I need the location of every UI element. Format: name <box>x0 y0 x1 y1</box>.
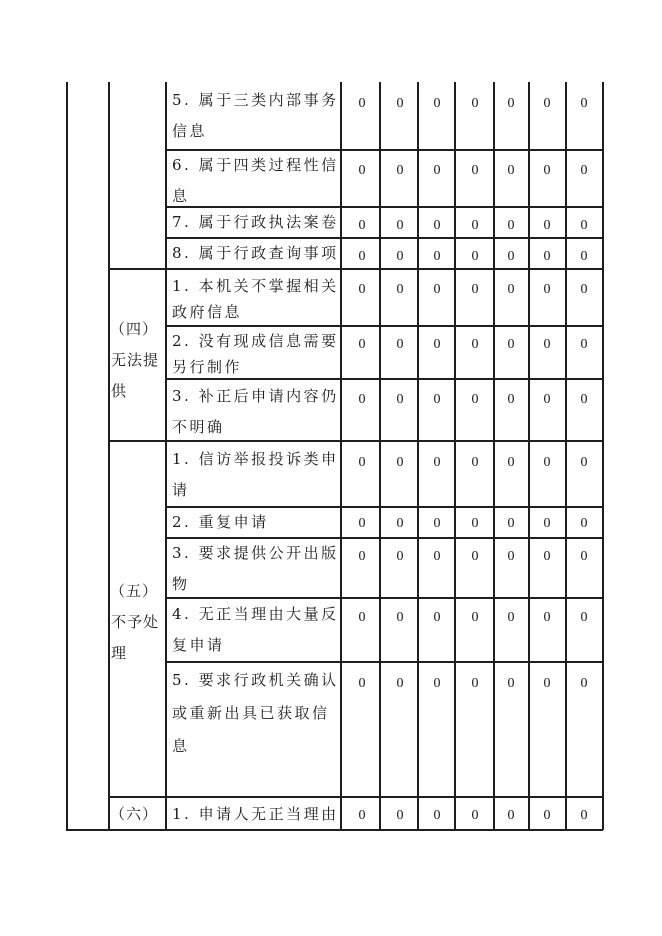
value-cell: 0 <box>358 163 366 178</box>
item-label: 2. 重复申请 <box>172 513 269 531</box>
value-cell: 0 <box>471 516 479 531</box>
value-cell: 0 <box>433 218 441 233</box>
category-5-line-1: 不予处 <box>111 613 160 631</box>
border-right <box>602 82 604 830</box>
category-5-title: （五） <box>110 582 159 600</box>
border-col-3 <box>340 82 342 830</box>
value-cell: 0 <box>543 163 551 178</box>
value-cell: 0 <box>507 549 515 564</box>
value-cell: 0 <box>543 218 551 233</box>
value-cell: 0 <box>433 549 441 564</box>
border-col-8 <box>528 82 530 830</box>
value-cell: 0 <box>433 610 441 625</box>
value-cell: 0 <box>507 163 515 178</box>
value-cell: 0 <box>471 163 479 178</box>
value-cell: 0 <box>543 392 551 407</box>
row-divider <box>165 506 603 508</box>
value-cell: 0 <box>396 282 404 297</box>
value-cell: 0 <box>396 249 404 264</box>
value-cell: 0 <box>358 282 366 297</box>
value-cell: 0 <box>433 676 441 691</box>
category-4-line-2: 供 <box>111 382 128 400</box>
item-label: 请 <box>172 481 190 499</box>
item-label: 1. 信访举报投诉类申 <box>172 450 339 468</box>
value-cell: 0 <box>433 163 441 178</box>
value-cell: 0 <box>580 163 588 178</box>
item-label: 5. 要求行政机关确认 <box>172 671 339 689</box>
border-col-4 <box>379 82 381 830</box>
value-cell: 0 <box>471 676 479 691</box>
value-cell: 0 <box>543 249 551 264</box>
value-cell: 0 <box>543 808 551 823</box>
value-cell: 0 <box>471 392 479 407</box>
value-cell: 0 <box>580 392 588 407</box>
item-label: 或重新出具已获取信 <box>172 704 330 722</box>
value-cell: 0 <box>471 96 479 111</box>
row-divider <box>165 149 603 151</box>
value-cell: 0 <box>396 163 404 178</box>
value-cell: 0 <box>543 282 551 297</box>
border-col-2 <box>165 82 167 830</box>
value-cell: 0 <box>358 337 366 352</box>
value-cell: 0 <box>507 516 515 531</box>
row-divider <box>165 206 603 208</box>
value-cell: 0 <box>580 282 588 297</box>
value-cell: 0 <box>358 808 366 823</box>
item-label: 1. 本机关不掌握相关 <box>172 277 339 295</box>
item-label: 2. 没有现成信息需要 <box>172 332 339 350</box>
item-label: 7. 属于行政执法案卷 <box>172 213 339 231</box>
value-cell: 0 <box>507 337 515 352</box>
value-cell: 0 <box>433 808 441 823</box>
row-divider <box>165 237 603 239</box>
value-cell: 0 <box>543 610 551 625</box>
value-cell: 0 <box>433 455 441 470</box>
value-cell: 0 <box>543 96 551 111</box>
value-cell: 0 <box>471 455 479 470</box>
item-label: 4. 无正当理由大量反 <box>172 605 339 623</box>
item-label: 5. 属于三类内部事务 <box>172 91 339 109</box>
value-cell: 0 <box>396 96 404 111</box>
item-label: 息 <box>172 187 190 205</box>
value-cell: 0 <box>580 455 588 470</box>
value-cell: 0 <box>580 516 588 531</box>
item-label: 8. 属于行政查询事项 <box>172 244 339 262</box>
value-cell: 0 <box>396 455 404 470</box>
value-cell: 0 <box>396 676 404 691</box>
value-cell: 0 <box>543 676 551 691</box>
value-cell: 0 <box>507 282 515 297</box>
value-cell: 0 <box>580 218 588 233</box>
value-cell: 0 <box>358 455 366 470</box>
value-cell: 0 <box>580 249 588 264</box>
value-cell: 0 <box>433 516 441 531</box>
item-label: 不明确 <box>172 418 225 436</box>
value-cell: 0 <box>358 96 366 111</box>
section-divider <box>108 268 603 270</box>
item-label: 物 <box>172 575 190 593</box>
value-cell: 0 <box>396 218 404 233</box>
item-label: 政府信息 <box>172 303 243 321</box>
value-cell: 0 <box>433 392 441 407</box>
value-cell: 0 <box>358 610 366 625</box>
value-cell: 0 <box>507 455 515 470</box>
value-cell: 0 <box>396 549 404 564</box>
item-label: 息 <box>172 737 190 755</box>
value-cell: 0 <box>543 516 551 531</box>
border-col-9 <box>565 82 567 830</box>
item-label: 3. 要求提供公开出版 <box>172 544 339 562</box>
value-cell: 0 <box>433 337 441 352</box>
item-label: 信息 <box>172 122 208 140</box>
value-cell: 0 <box>396 516 404 531</box>
value-cell: 0 <box>433 96 441 111</box>
section-divider <box>108 440 603 442</box>
border-col-5 <box>417 82 419 830</box>
value-cell: 0 <box>396 337 404 352</box>
value-cell: 0 <box>396 610 404 625</box>
value-cell: 0 <box>507 392 515 407</box>
value-cell: 0 <box>471 218 479 233</box>
value-cell: 0 <box>358 249 366 264</box>
value-cell: 0 <box>543 455 551 470</box>
item-label: 另行制作 <box>172 358 243 376</box>
value-cell: 0 <box>471 808 479 823</box>
border-left <box>66 82 68 830</box>
value-cell: 0 <box>471 549 479 564</box>
value-cell: 0 <box>507 218 515 233</box>
value-cell: 0 <box>471 282 479 297</box>
value-cell: 0 <box>358 218 366 233</box>
value-cell: 0 <box>433 249 441 264</box>
row-divider <box>165 661 603 663</box>
value-cell: 0 <box>580 549 588 564</box>
value-cell: 0 <box>580 337 588 352</box>
border-col-7 <box>493 82 495 830</box>
value-cell: 0 <box>358 516 366 531</box>
value-cell: 0 <box>507 610 515 625</box>
border-col-1 <box>108 82 110 830</box>
item-label: 复申请 <box>172 636 225 654</box>
value-cell: 0 <box>507 96 515 111</box>
value-cell: 0 <box>358 676 366 691</box>
category-4-line-1: 无法提 <box>111 351 160 369</box>
row-divider <box>165 325 603 327</box>
category-5-line-2: 理 <box>111 644 128 662</box>
item-label: 3. 补正后申请内容仍 <box>172 387 339 405</box>
value-cell: 0 <box>471 249 479 264</box>
value-cell: 0 <box>471 337 479 352</box>
value-cell: 0 <box>358 549 366 564</box>
section-divider <box>108 796 603 798</box>
value-cell: 0 <box>507 808 515 823</box>
border-bottom <box>66 829 603 831</box>
value-cell: 0 <box>580 808 588 823</box>
value-cell: 0 <box>580 96 588 111</box>
value-cell: 0 <box>396 392 404 407</box>
value-cell: 0 <box>543 549 551 564</box>
value-cell: 0 <box>471 610 479 625</box>
category-6-title: （六） <box>110 805 159 823</box>
value-cell: 0 <box>580 610 588 625</box>
item-label: 6. 属于四类过程性信 <box>172 156 339 174</box>
row-divider <box>165 597 603 599</box>
value-cell: 0 <box>507 249 515 264</box>
value-cell: 0 <box>507 676 515 691</box>
value-cell: 0 <box>580 676 588 691</box>
value-cell: 0 <box>396 808 404 823</box>
item-label: 1. 申请人无正当理由 <box>172 805 339 823</box>
value-cell: 0 <box>358 392 366 407</box>
value-cell: 0 <box>433 282 441 297</box>
row-divider <box>165 537 603 539</box>
border-col-6 <box>454 82 456 830</box>
category-4-title: （四） <box>110 320 159 338</box>
value-cell: 0 <box>543 337 551 352</box>
